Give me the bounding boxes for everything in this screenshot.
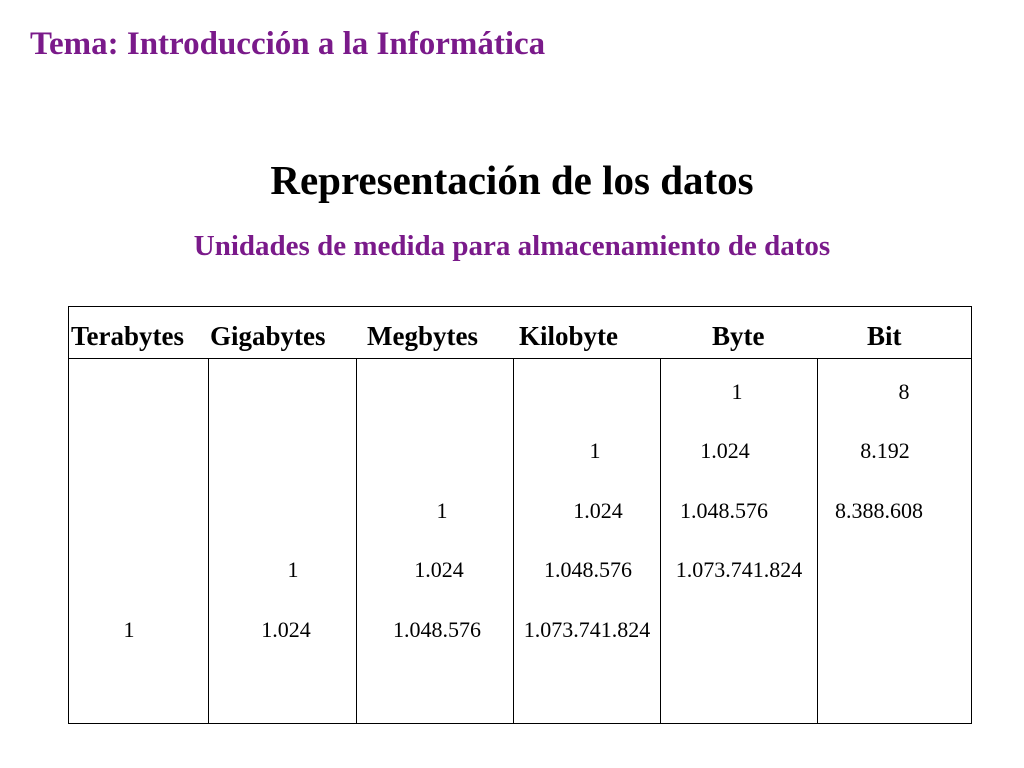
table-cell: 1 bbox=[731, 379, 743, 404]
column-divider bbox=[356, 358, 357, 723]
table-cell: 1 bbox=[589, 438, 601, 463]
table-cell: 1.073.741.824 bbox=[523, 617, 651, 642]
table-cell: 1.048.576 bbox=[544, 557, 632, 582]
table-cell: 8 bbox=[898, 379, 910, 404]
column-divider bbox=[513, 358, 514, 723]
column-divider bbox=[660, 358, 661, 723]
table-cell: 1 bbox=[123, 617, 135, 642]
column-divider bbox=[817, 358, 818, 723]
column-header-megabytes: Megbytes bbox=[367, 321, 478, 351]
column-header-gigabytes: Gigabytes bbox=[210, 321, 326, 351]
column-header-byte: Byte bbox=[712, 321, 765, 351]
table-cell: 1.024 bbox=[414, 557, 464, 582]
table-cell: 8.388.608 bbox=[835, 498, 923, 523]
storage-units-table bbox=[68, 306, 972, 724]
table-cell: 1.048.576 bbox=[393, 617, 481, 642]
column-header-kilobyte: Kilobyte bbox=[519, 321, 618, 351]
slide-subtitle: Unidades de medida para almacenamiento de datos bbox=[193, 230, 831, 262]
topic-heading: Tema: Introducción a la Informática bbox=[30, 26, 546, 62]
table-cell: 1.024 bbox=[700, 438, 750, 463]
table-cell: 1.048.576 bbox=[680, 498, 768, 523]
column-divider bbox=[208, 358, 209, 723]
column-header-terabytes: Terabytes bbox=[71, 321, 184, 351]
table-cell: 8.192 bbox=[860, 438, 910, 463]
slide-title: Representación de los datos bbox=[270, 157, 754, 203]
header-divider bbox=[69, 358, 971, 359]
column-header-bit: Bit bbox=[867, 321, 902, 351]
table-cell: 1.024 bbox=[573, 498, 623, 523]
table-cell: 1 bbox=[436, 498, 448, 523]
table-cell: 1.073.741.824 bbox=[675, 557, 803, 582]
table-cell: 1.024 bbox=[261, 617, 311, 642]
table-cell: 1 bbox=[287, 557, 299, 582]
